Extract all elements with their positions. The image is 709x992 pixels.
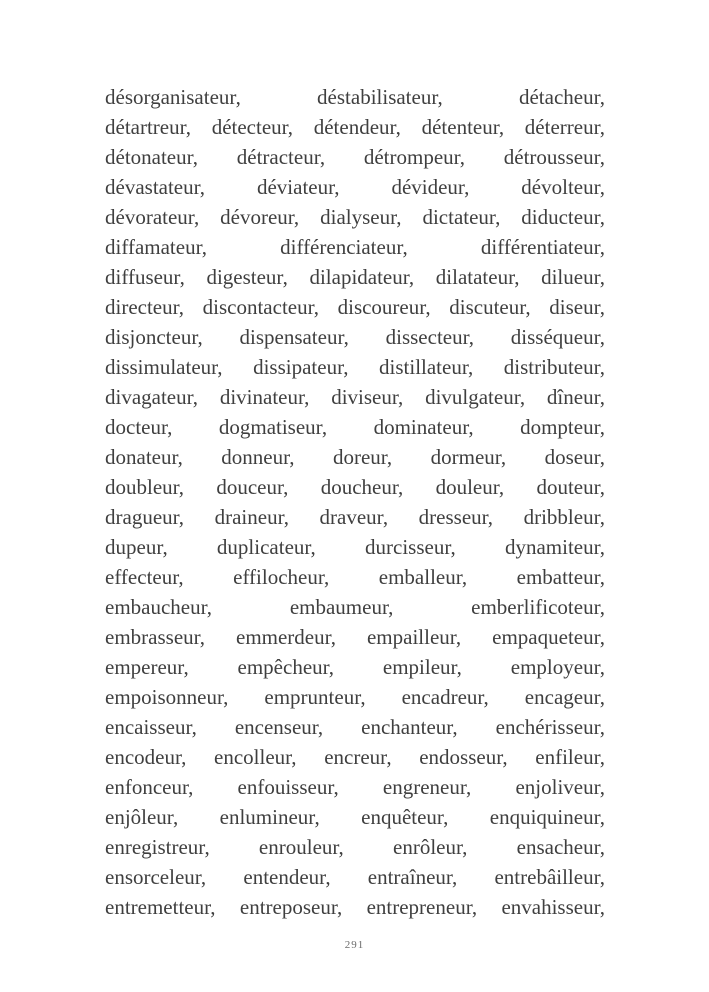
text-line: divagateur, divinateur, diviseur, divulgateur, dîneur, (105, 385, 605, 409)
text-line: enregistreur, enrouleur, enrôleur, ensacheur, (105, 835, 605, 859)
text-line: empoisonneur, emprunteur, encadreur, encageur, (105, 685, 605, 709)
text-line: encaisseur, encenseur, enchanteur, enchérisseur, (105, 715, 605, 739)
text-line: dupeur, duplicateur, durcisseur, dynamiteur, (105, 535, 605, 559)
word-list-paragraph (105, 82, 605, 922)
text-line: enjôleur, enlumineur, enquêteur, enquiquineur, (105, 805, 605, 829)
text-line: dévastateur, déviateur, dévideur, dévolteur, (105, 175, 605, 199)
text-line: dévorateur, dévoreur, dialyseur, dictateur, diducteur, (105, 205, 605, 229)
text-line: embaucheur, embaumeur, emberlificoteur, (105, 595, 605, 619)
text-line: donateur, donneur, doreur, dormeur, doseur, (105, 445, 605, 469)
text-line: diffamateur, différenciateur, différentiateur, (105, 235, 605, 259)
text-line: désorganisateur, déstabilisateur, détacheur, (105, 85, 605, 109)
page-number: 291 (344, 939, 365, 951)
text-line: dragueur, draineur, draveur, dresseur, dribbleur, (105, 505, 605, 529)
text-line: détonateur, détracteur, détrompeur, détrousseur, (105, 145, 605, 169)
text-line: embrasseur, emmerdeur, empailleur, empaqueteur, (105, 625, 605, 649)
text-line: ensorceleur, entendeur, entraîneur, entrebâilleur, (105, 865, 605, 889)
text-line: encodeur, encolleur, encreur, endosseur, enfileur, (105, 745, 605, 769)
text-line: doubleur, douceur, doucheur, douleur, douteur, (105, 475, 605, 499)
text-line: disjoncteur, dispensateur, dissecteur, disséqueur, (105, 325, 605, 349)
text-line: entremetteur, entreposeur, entrepreneur, envahisseur, (105, 895, 605, 919)
text-line: effecteur, effilocheur, emballeur, embatteur, (105, 565, 605, 589)
text-line: empereur, empêcheur, empileur, employeur, (105, 655, 605, 679)
text-line: docteur, dogmatiseur, dominateur, dompteur, (105, 415, 605, 439)
text-line: détartreur, détecteur, détendeur, détenteur, déterreur, (105, 115, 605, 139)
text-line: diffuseur, digesteur, dilapidateur, dilatateur, dilueur, (105, 265, 605, 289)
text-line: enfonceur, enfouisseur, engreneur, enjoliveur, (105, 775, 605, 799)
text-line: directeur, discontacteur, discoureur, discuteur, diseur, (105, 295, 605, 319)
text-line: dissimulateur, dissipateur, distillateur, distributeur, (105, 355, 605, 379)
